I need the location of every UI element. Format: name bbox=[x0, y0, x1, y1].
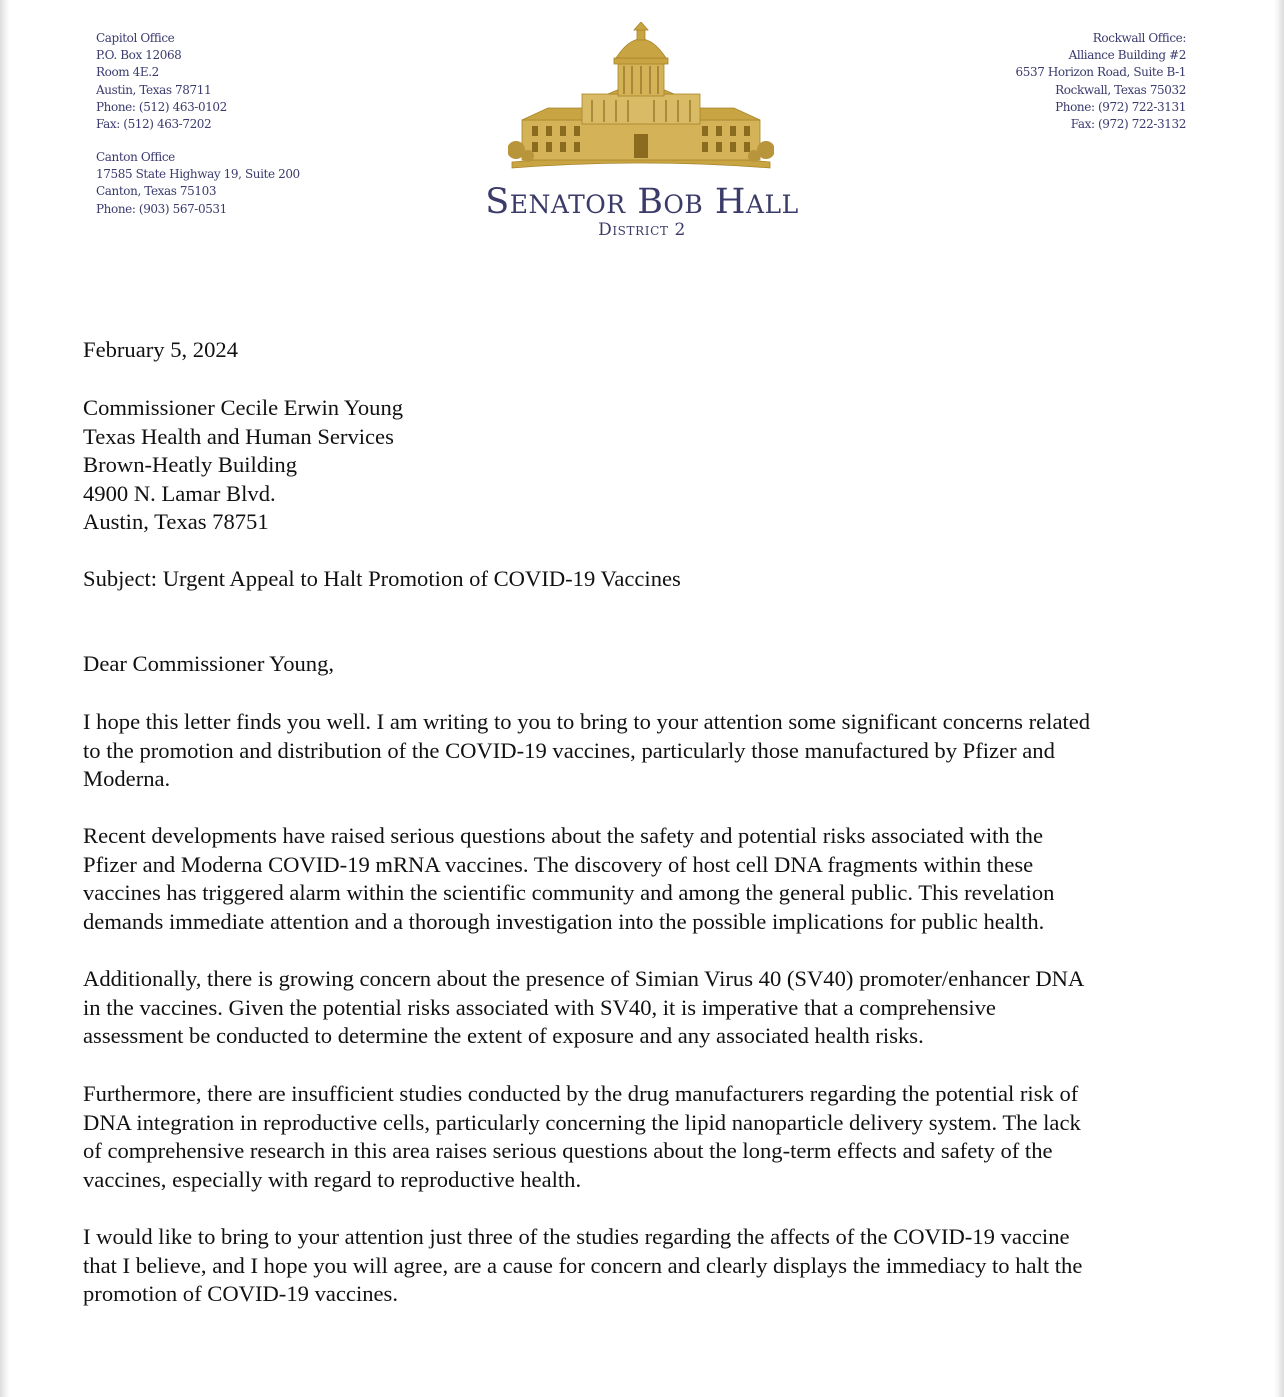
address-line: Room 4E.2 bbox=[96, 65, 159, 80]
paragraph-line: promotion of COVID-19 vaccines. bbox=[83, 1281, 398, 1307]
recipient-line: Brown-Heatly Building bbox=[83, 452, 297, 478]
paragraph-line: that I believe, and I hope you will agree, are a cause for concern and clearly displays the immediacy to halt the bbox=[83, 1252, 1083, 1278]
address-line: Fax: (972) 722-3132 bbox=[1070, 117, 1186, 132]
address-line: 17585 State Highway 19, Suite 200 bbox=[96, 167, 300, 182]
senator-name: Senator Bob Hall bbox=[485, 182, 799, 222]
paragraph-line: demands immediate attention and a thorough investigation into the possible implications for public health. bbox=[83, 908, 1045, 934]
address-line: P.O. Box 12068 bbox=[96, 48, 182, 63]
rockwall-office-address bbox=[1016, 30, 1187, 133]
body-paragraph bbox=[83, 1080, 1203, 1194]
letter-date: February 5, 2024 bbox=[83, 337, 238, 362]
address-line: Fax: (512) 463-7202 bbox=[96, 117, 212, 132]
page-shadow-left bbox=[0, 0, 10, 1397]
body-paragraph bbox=[83, 708, 1203, 794]
capitol-office-address bbox=[96, 30, 227, 133]
recipient-line: 4900 N. Lamar Blvd. bbox=[83, 480, 276, 506]
address-line: Phone: (972) 722-3131 bbox=[1055, 99, 1186, 114]
address-line: Phone: (903) 567-0531 bbox=[96, 201, 227, 216]
recipient-line: Texas Health and Human Services bbox=[83, 423, 394, 449]
capitol-building-seal-icon bbox=[508, 22, 774, 172]
paragraph-line: DNA integration in reproductive cells, particularly concerning the lipid nanoparticle delivery system. The lack bbox=[83, 1109, 1081, 1135]
paragraph-line: in the vaccines. Given the potential risks associated with SV40, it is imperative that a comprehensive bbox=[83, 994, 996, 1020]
body-paragraph bbox=[83, 1223, 1203, 1309]
paragraph-line: Pfizer and Moderna COVID-19 mRNA vaccines. The discovery of host cell DNA fragments within these bbox=[83, 851, 1034, 877]
address-line: 6537 Horizon Road, Suite B-1 bbox=[1015, 65, 1186, 80]
paragraph-line: Additionally, there is growing concern about the presence of Simian Virus 40 (SV40) promoter/enhancer DNA bbox=[83, 966, 1085, 991]
paragraph-line: assessment be conducted to determine the extent of exposure and any associated health risks. bbox=[83, 1023, 924, 1049]
recipient-line: Commissioner Cecile Erwin Young bbox=[83, 395, 404, 420]
paragraph-line: Moderna. bbox=[83, 766, 171, 792]
body-paragraph bbox=[83, 965, 1203, 1051]
address-line: Alliance Building #2 bbox=[1068, 48, 1186, 63]
recipient-line: Austin, Texas 78751 bbox=[83, 509, 269, 535]
page-shadow-right bbox=[1274, 0, 1284, 1397]
paragraph-line: Furthermore, there are insufficient studies conducted by the drug manufacturers regarding the potential risk of bbox=[83, 1081, 1079, 1106]
recipient-address bbox=[83, 394, 1203, 537]
address-line: Canton Office bbox=[96, 150, 175, 164]
paragraph-line: I would like to bring to your attention just three of the studies regarding the affects of the COVID-19 vaccine bbox=[83, 1224, 1070, 1249]
address-line: Rockwall, Texas 75032 bbox=[1055, 82, 1186, 97]
paragraph-line: vaccines, especially with regard to reproductive health. bbox=[83, 1166, 582, 1192]
address-line: Phone: (512) 463-0102 bbox=[96, 99, 227, 114]
paragraph-line: vaccines has triggered alarm within the scientific community and among the general public. This revelation bbox=[83, 880, 1055, 906]
canton-office-address bbox=[96, 149, 300, 218]
paragraph-line: Recent developments have raised serious questions about the safety and potential risks associated with the bbox=[83, 823, 1043, 848]
letter-salutation: Dear Commissioner Young, bbox=[83, 651, 335, 676]
body-paragraph bbox=[83, 822, 1203, 936]
address-line: Austin, Texas 78711 bbox=[96, 82, 212, 97]
senator-district: District 2 bbox=[598, 220, 686, 240]
paragraph-line: of comprehensive research in this area raises serious questions about the long-term effects and safety of the bbox=[83, 1138, 1053, 1164]
address-line: Capitol Office bbox=[96, 31, 175, 45]
paragraph-line: I hope this letter finds you well. I am writing to you to bring to your attention some significant concerns related bbox=[83, 709, 1091, 734]
address-line: Rockwall Office: bbox=[1092, 31, 1186, 45]
paragraph-line: to the promotion and distribution of the COVID-19 vaccines, particularly those manufactured by Pfizer and bbox=[83, 737, 1055, 763]
address-line: Canton, Texas 75103 bbox=[96, 184, 217, 199]
letter-subject: Subject: Urgent Appeal to Halt Promotion of COVID-19 Vaccines bbox=[83, 566, 681, 591]
